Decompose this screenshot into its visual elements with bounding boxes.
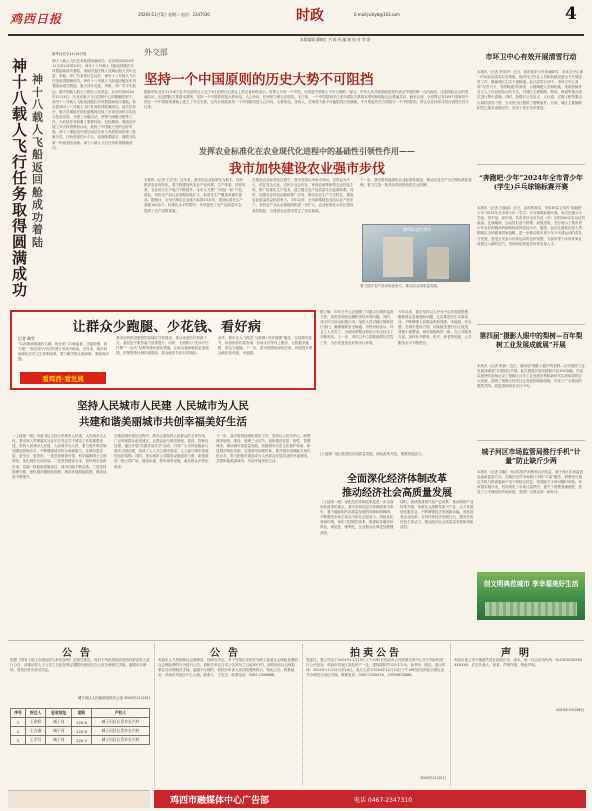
auction-notice [306,644,446,786]
footer-phone: 电话 0467-2347310 [354,797,413,804]
inset-photo [362,224,470,282]
commentary-body: 据新华社北京11月4日电 外交部发言人毛宁4日在例行记者会上答记者问时表示，世界上只有一个中国，台湾是中国领土不可分割的一部分，中华人民共和国政府是代表全中国的唯一合法政府。这是国际社会的普遍共识，也是国际关系基本准则。坚持一个中国原则是大势所趋、人心所向，任何势力都无法阻挡。毛宁说，一个中国原则早已成为国际关系基本准则和国际社会普遍共识。截至目前，全世界已有183个国家同中国在一个中国原则基础上建立了外交关系，这充分说明坚持一个中国原则是人心所向、大势所趋，任何人、任何势力都不可能阻挡历史潮流。中方敦促有关方面恪守一个中国原则，停止以任何形式同台湾进行官方往来。 [144,90,469,110]
ad-banner-building-icon [485,602,577,616]
right-story2-title: “奔跑吧·少年”2024年全市青少年(学生)乒乓球锦标赛开赛 [479,174,583,191]
notice2-body: 鸡西市人力资源和社会保障局：经研究决定，对下列单位未依法为职工参加社会保险及缴纳社会保险费的行为进行公告。请相关单位自本公告发布之日起30日内，到鸡西市社会保险事业局办理相关手续，逾期不办理的，将依法申请人民法院强制执行。特此公告。联系地址：鸡西市鸡冠区中心大街。联系人：王先生。联系电话：0467-2398888。 [158,658,298,678]
table-cell: 王学芬 [26,736,46,745]
feature-title: 让群众少跑腿、少花钱、看好病 [72,320,262,335]
feature-body-1: “以前看病要跑好几趟，现在家门口就能看，还能报销，真方便！”家住城子河区的刘大爷高兴地说。近年来，我市持续深化医药卫生体制改革，着力解决群众看病难、看病贵问题。 [18,342,109,362]
table-cell: 1 [11,718,26,727]
notice1 [10,644,150,786]
table-row [11,727,150,736]
left-headline: 神十八载人飞行任务取得圆满成功 [12,57,28,299]
right-divider-3 [477,440,585,441]
city-story-body-3: 下一步，我市将持续深化城市工作，坚持以人民为中心，统筹城市规划、建设、管理三大环节，加快建设宜居、韧性、智慧城市，推动城市高质量发展。加强城市历史文化保护传承，彰显城市特色风貌。完善城市治理体系，提升城市治理能力现代化水平，努力把我市建设成为人民群众安居乐业的幸福家园，共建和谐美丽城市，共创幸福美好生活。 [216,434,311,464]
table-cell: 城子河区长青乡长兴村 [91,727,149,736]
mid-body-1: 据了解，市环卫中心还加强了对重点区域的巡查力度，及时发现和处理积雪结冰等问题。同时，各区环卫所也积极行动，组织人员对辖区街路进行清扫，确保道路安全畅通。市民纷纷表示，环卫工人辛苦了，为城市的整洁和出行安全付出了辛勤劳动。下一步，市环卫中心将继续做好清雪工作，为市民营造良好的出行环境。 [320,310,394,345]
notices-divider [8,640,584,641]
city-story-body-2: 在推进城市建设过程中，我市注重发挥人民群众的主体作用，广泛听取群众意见建议，让群众参与城市规划、建设、管理全过程。通过开展“共建共治共享”活动，引导广大市民积极参与城市文明创建，形成了人人关心城市建设、人人参与城市管理的良好氛围。同时，加大城市公共服务设施建设力度，新建改造一批公园广场、健身步道、停车场等设施，满足群众多样化需求。 [114,434,209,469]
table-cell: 2 [11,727,26,736]
right-story4-body: 本报讯（记者 刘磊）为切实维护消费者合法权益，城子河区市场监管局创新监管方式，在辖区农贸市场推行手机“计量”服务，消费者可通过手机扫码查看商户电子秤检定信息，发现缺斤少两可随时举报。该举措实施以来，有效规范了市场计量秩序，提升了消费者满意度，营造了公平诚信的市场环境，受到广大群众的一致好评。 [477,470,583,495]
table-cell: 120.6 [72,718,92,727]
auction-body: 受委托，我公司定于2024年11月15日上午10时在鸡西市公共资源交易中心对下列标的进行公开拍卖：鸡西市鸡冠区某处房产一处，建筑面积约120平方米。参考价：面议。展示时间：2024年11月12日至14日。竞买人须于2024年11月14日下午16时前交纳竞买保证金并办理竞买登记手续。联系电话：0467-2345678，13904678888。 [306,658,446,678]
right-story3-title: 第四届“摄影人眼中的梨树—百年梨树工业发展成就展”开展 [479,332,583,349]
table-row [11,718,150,727]
table-cell: 120.3 [72,736,92,745]
economy-title-1: 全面深化经济体制改革 [347,474,447,485]
agriculture-kicker: 发挥农业标准化在农业现代化进程中的基础性引领性作用—— [199,146,415,156]
agriculture-body-1: 本报讯（记者 王宏亮）近年来，我市以农业标准化为抓手，加快推进农业现代化，着力构建现代农业产业体系、生产体系、经营体系，农业综合生产能力不断提升。全市大力推广“两品一标”产品，绿色、有机农产品认证面积持续扩大，标准化生产覆盖率逐年提高。据统计，全市已制定农业地方标准10余项，建设标准化生产基地100余个。标准化水平的提升，有效促进了农产品质量安全，提高了农产品附加值。 [144,178,246,213]
feature-badge-text: 看鸡西·看发展 [42,375,84,383]
masthead-rule [8,34,584,36]
table-cell: 城子河 [46,736,72,745]
table-header-cell: 征收地址 [46,709,72,718]
photo-caption: 城市标志性建筑 [403,227,431,232]
auction-title: 拍卖公告 [350,648,402,659]
agriculture-block [142,146,472,306]
mid-body-2: 今年以来，我市坚持以人民为中心的发展思想，聚焦群众急难愁盼问题，扎实推进民生实事项目，不断增强人民群众的获得感、幸福感、安全感。在城市建设方面，持续推进老旧小区改造、背街小巷整治，城市面貌焕然一新。在公共服务方面，加快补齐教育、医疗、养老等短板，公共服务水平不断提升。 [398,310,472,345]
city-story-title-2: 共建和谐美丽城市共创幸福美好生活 [79,416,247,428]
footer-left-bar [8,790,150,808]
right-divider-2 [477,324,585,325]
agriculture-body-2: 在推进农业标准化过程中，我市坚持以市场为导向，以效益为中心，依托龙头企业、农民专业合作社、家庭农场等新型农业经营主体，推广标准化生产技术，建立健全农产品质量安全追溯体系。同时，加强农业科技创新和推广应用，推动农业生产方式转变，提高农业质量效益和竞争力。今年以来，全市新增绿色食品认证产品多个，有机农产品认证基地面积进一步扩大，农业标准化示范区建设成效明显，为建设农业强市奠定了坚实基础。 [252,178,354,213]
notice1-body: 根据《国有土地上房屋征收与补偿条例》及相关规定，现对下列房屋征收范围内被征收人进行公告，请被征收人于公告之日起在规定期限内到征收办公室办理相关手续。逾期未办理的，将依法作出补偿决定。 [10,658,150,673]
right-divider-1 [477,164,585,165]
photo-building-icon [383,237,413,277]
date-line: 2024年11月5日 星期二 电话：2347030 [138,12,210,17]
footer-banner [154,790,586,808]
agriculture-title: 我市加快建设农业强市步伐 [228,162,385,177]
notice2 [158,644,298,786]
ad-banner [477,572,585,620]
notice-sep-1 [154,644,155,786]
left-subhead: 神十八载人飞船返回舱成功着陆 [32,73,43,249]
statement-body: 鸡西市某公司不慎遗失营业执照正本、副本，统一社会信用代码：91230300XXXXXXXXXX，法定代表人：张某，声明作废。特此声明。 [454,658,583,668]
table-cell: 城子河 [46,718,72,727]
left-body-1: 神十八载人飞行任务取得圆满成功。北京时间2024年11月4日01时24分，神舟十八号载人飞船返回舱在东风着陆场成功着陆，现场医监医保人员确认航天员叶光富、李聪、李广苏身体状态良好，神舟十八号载人飞行任务取得圆满成功。神舟十八号载人飞船返回舱在东风着陆场成功着陆，航天员叶光富、李聪、李广苏平安抵达。据中国载人航天工程办公室消息，北京时间2024年11月4日，在北京航天飞行控制中心的精确控制下，神舟十八号载人飞船返回舱在东风着陆场成功着陆，标志着神舟十八号载人飞行任务取得圆满成功。此次任务中，航天员乘组在轨驻留期间完成了多项空间科学实验与技术试验，开展了出舱活动、货物气闸舱出舱等工作，为后续任务积累了重要经验。在轨期间，乘组还开展了多次科普教育活动，展现了中国航天员的良好风貌。神十八乘组是中国空间站应用与发展阶段的第三批航天员，在轨驻留约六个月。返回舱着陆后，搜救分队第一时间到达现场。神十八载人飞行任务取得圆满成功。 [52,59,136,150]
notice1-signer: 城子河区人民政府征收办公室 2024年11月4日 [77,696,150,700]
notice1-title: 公告 [62,648,98,659]
feature-box [10,310,316,390]
section-title: 时政 [296,8,324,24]
economy-body-top: (上接第一版) 推进经济高质量发展，深化改革开放，增强发展活力。 [320,452,425,456]
city-story-title-1: 坚持人民城市人民建 人民城市为人民 [77,400,249,412]
feature-byline: 记者 韩雪 [18,336,35,341]
table-header-row [11,709,150,718]
table-header-cell: 产权人 [91,709,149,718]
right-story2-body: 本报讯（记者 王晓丽）近日，由市教育局、市体育局主办的“奔跑吧·少年”2024年全市青少年（学生）乒乓球锦标赛开赛。本次比赛分小学组、初中组、高中组，共有来自全市各县（市）区的200余名运动员参加。比赛期间，运动员们奋力拼搏、顽强进取，充分展示了我市青少年良好的精神风貌和较高的竞技水平。据悉，此次比赛旨在深入贯彻落实全民健身国家战略，进一步推动我市青少年乒乓球运动的普及与发展，营造全民参与体育运动的良好氛围，为我市青少年体育事业发展注入新的活力，发现和培养更多体育后备人才。 [477,206,585,246]
right-story1-title: 市环卫中心有效开展清雪行动 [485,52,577,61]
footer-banner-text: 鸡西市融媒体中心广告部 [170,796,270,806]
table-cell: 3 [11,736,26,745]
table-header-cell: 拆迁人 [26,709,46,718]
table-cell: 城子河区长青乡长兴村 [91,736,149,745]
economy-title-2: 推动经济社会高质量发展 [342,488,452,499]
agriculture-body-4: 着力提升农产品市场竞争力，推动农业高质量发展。 [360,284,441,288]
economy-body-1: （上接第一版）深化经济体制改革是进一步全面深化改革的重点。我市坚持以经济体制改革为牵引，着力破除制约高质量发展的体制机制障碍，不断激发市场主体活力和社会创造力。持续优化营商环境，深化“放管服”改革，推进政务服务标准化、规范化、便利化，企业群众办事更加便捷高效。 [320,500,394,535]
brand-logo: 鸡西日报 [10,12,63,26]
table-cell: 王余彩 [26,718,46,727]
economy-body-2: 同时，加快构建现代化产业体系，推动传统产业转型升级，培育壮大战略性新兴产业，大力发展现代服务业，不断增强经济发展新动能。深化国有企业改革，支持民营经济发展壮大，激发各类经营主体活力，推动经济社会高质量发展取得新成效。 [400,500,474,530]
statement [454,644,584,786]
right-story1-body: 本报讯（记者 李英华）近日，我市迎来今冬首场降雪，市环卫中心第一时间启动清雪应急预案，组织环卫作业人员和机械设备全力开展清雪工作，确保城区主次干道畅通。此次清雪行动中，市环卫中心坚持“以雪为令、雪停路通”的原则，合理调配人员和机械，采取机械作业与人工作业相结合的方式，对城区主要街路、桥梁、坡道等重点部位进行集中清理。同时，加强对公交站点、人行道、过街天桥等重点区域的清雪力度，为市民出行提供了便利条件。目前，城区主要街路积雪已基本清理完毕，各项工作正有序推进。 [477,70,583,110]
feature-badge [20,372,106,384]
table-cell: 城子河区长青乡长兴村 [91,718,149,727]
right-story3-body: 本报讯（记者 张新）近日，第四届“摄影人眼中的梨树—百年梨树工业发展成就展”在梨树区开展。此次展览共展出摄影作品100余幅，作品以独特的视角记录了梨树区百年工业发展历程和新时代以来取得的巨大成就，展现了梨树区经济社会发展的崭新面貌，引发了广大观众的强烈共鸣。展览将持续至本月中旬。 [477,364,585,389]
ad-banner-text: 创文明典范城市 享幸福美好生活 [483,580,579,588]
table-cell: 王吉刚 [26,727,46,736]
commentary-title: 坚持一个中国原则的历史大势不可阻挡 [144,72,374,88]
right-story4-title: 城子河区市场监管局推行手机“计量”防止缺斤少两 [481,448,581,465]
feature-body-3: 此外，我市还大力推进“互联网+医疗健康”服务，实现预约挂号、检查检验结果查询、诊间支付等线上服务，让数据多跑路、群众少跑腿。下一步，我市将继续深化医改，持续提升群众就医获得感、幸福感。 [218,336,313,356]
commentary-kicker: 外交部 [144,48,168,57]
left-brief-head: 新华社北京11月4日电 [52,52,87,56]
feature-body-2: 我市加快推进紧密型县域医共体建设，推动优质医疗资源下沉，基层医疗服务能力显著提升。同时，全面推行“先诊疗后付费”“一站式”结算等便民惠民措施，让群众看病就医更加便捷。医保报销比例持续提高，群众就医负担有效减轻。 [116,336,209,356]
notice-sep-3 [450,644,451,786]
commentary-block [142,46,472,146]
auction-date: 2024年11月5日 [420,776,446,780]
email: E-mail:jxrbyb@163.com [354,12,400,17]
notice1-table [10,708,150,745]
notice-sep-2 [302,644,303,786]
staff-line: 本版编辑 潘晓红 书 陈 孙 编 谢 校 对 李 颂 [300,37,371,42]
notice2-title: 公告 [210,648,246,659]
table-row [11,736,150,745]
table-header-cell: 面积 [72,709,92,718]
statement-date: 2024年10月26日 [556,708,584,712]
agriculture-body-3: 下一步，我市将持续深化农业标准化建设，推动农业生产全过程标准化管理，着力打造一批具有鸡西特色的农业品牌。 [360,178,472,188]
economy-block [320,452,474,636]
table-header-cell: 序号 [11,709,26,718]
page-number: 4 [565,4,577,24]
city-story-block [10,394,316,634]
city-story-body-1: （上接第一版）市委书记主持人民城市人民建，人民城市为人民。我市深入贯彻落实习近平总书记关于城市工作的重要论述，坚持人民城市人民建、人民城市为人民，着力提升城市规划建设管理水平，不断增强城市综合承载能力，让城市更宜居、更安全、更美好。一是坚持规划引领，科学编制国土空间规划，优化城市空间布局。二是坚持建设为本，加快城市更新步伐，实施一批基础设施项目，城市功能不断完善。三是坚持管理为要，深化城市精细化管理，城市环境持续改善，城市品质不断提升。 [12,434,107,479]
right-column [477,46,585,588]
table-cell: 120.6 [72,727,92,736]
table-cell: 城子河 [46,727,72,736]
statement-title: 声明 [501,648,537,659]
